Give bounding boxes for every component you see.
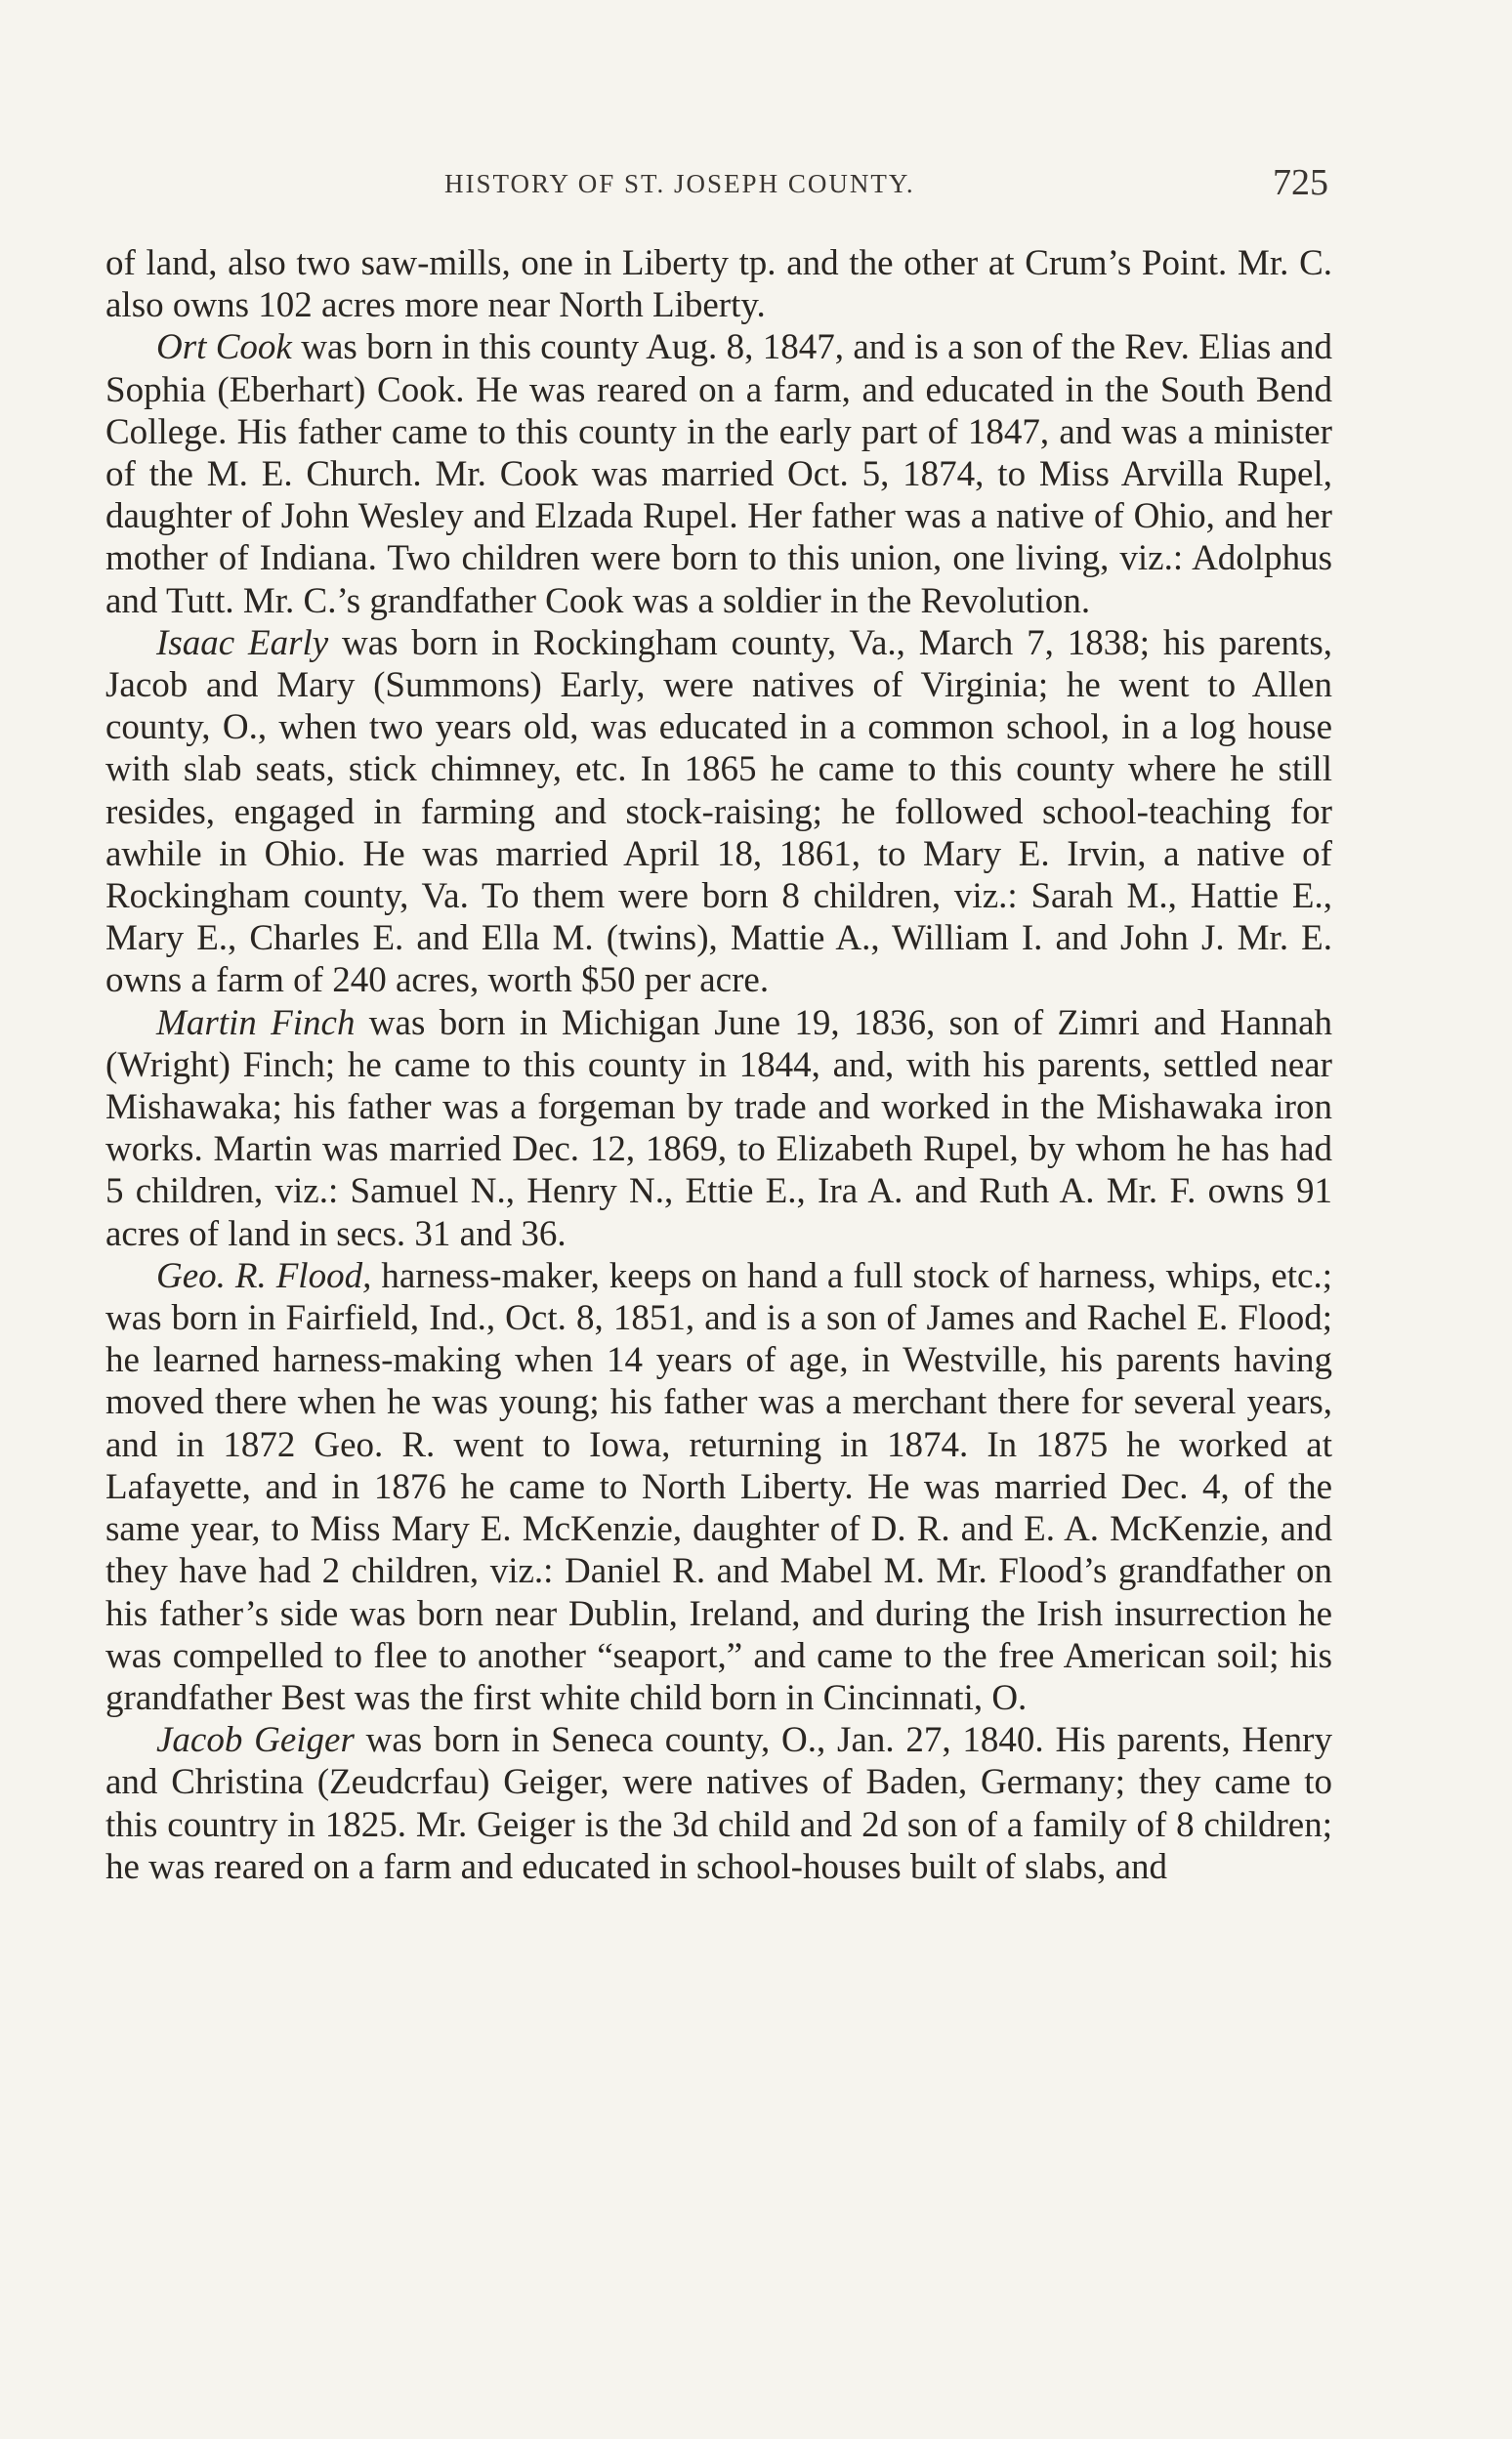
paragraph-text: harness-maker, keeps on hand a full stock of harness, whips, etc.; was born in Fairfield, Ind., Oct. 8, 1851, and is a son of James and Rachel E. Flood; he learned harness-making when 14 years of age, in Westville, his parents having moved there when he was young; his father was a merchant there for several years, and in 1872 Geo. R. went to Iowa, returning in 1874. In 1875 he worked at Lafayette, and in 1876 he came to North Liberty. He was married Dec. 4, of the same year, to Miss Mary E. McKenzie, daughter of D. R. and E. A. McKenzie, and they have had 2 children, viz.: Daniel R. and Mabel M. Mr. Flood’s grandfather on his father’s side was born near Dublin, Ireland, and during the Irish insurrection he was compelled to flee to another “seaport,” and came to the free American soil; his grandfather Best was the first white child born in Cincinnati, O. — [105, 1255, 1333, 1718]
person-name: Jacob Geiger — [156, 1720, 355, 1761]
person-name: Isaac Early — [156, 622, 329, 663]
page-number: 725 — [1273, 162, 1328, 203]
person-name: Martin Finch — [156, 1002, 356, 1043]
biography-martin-finch — [105, 1002, 1332, 1255]
biography-ort-cook — [105, 326, 1332, 621]
paragraph-continuation — [105, 242, 1332, 326]
biography-geo-r-flood — [105, 1255, 1332, 1719]
paragraph-text: was born in this county Aug. 8, 1847, and is a son of the Rev. Elias and Sophia (Eberhart) Cook. He was reared on a farm, and educated in the South Bend College. His father came to this county in the early part of 1847, and was a minister of the M. E. Church. Mr. Cook was married Oct. 5, 1874, to Miss Arvilla Rupel, daughter of John Wesley and Elzada Rupel. Her father was a native of Ohio, and her mother of Indiana. Two children were born to this union, one living, viz.: Adolphus and Tutt. Mr. C.’s grandfather Cook was a soldier in the Revolution. — [105, 327, 1332, 621]
body-text — [105, 242, 1332, 1888]
person-name: Geo. R. Flood, — [156, 1255, 372, 1296]
running-head: HISTORY OF ST. JOSEPH COUNTY. — [444, 169, 915, 198]
biography-jacob-geiger — [105, 1719, 1332, 1888]
paragraph-text: was born in Seneca county, O., Jan. 27, 1840. His parents, Henry and Christina (Zeudcrfau) Geiger, were natives of Baden, Germany; they came to this country in 1825. Mr. Geiger is the 3d child and 2d son of a family of 8 children; he was reared on a farm and educated in school-houses built of slabs, and — [105, 1720, 1332, 1887]
paragraph-text: of land, also two saw-mills, one in Liberty tp. and the other at Crum’s Point. Mr. C. also owns 102 acres more near North Liberty. — [105, 243, 1332, 326]
page-header — [107, 161, 1328, 204]
person-name: Ort Cook — [156, 327, 292, 368]
paragraph-text: was born in Rockingham county, Va., March 7, 1838; his parents, Jacob and Mary (Summons) Early, were natives of Virginia; he went to Allen county, O., when two years old, was educated in a common school, in a log house with slab seats, stick chimney, etc. In 1865 he came to this county where he still resides, engaged in farming and stock-raising; he followed school-teaching for awhile in Ohio. He was married April 18, 1861, to Mary E. Irvin, a native of Rockingham county, Va. To them were born 8 children, viz.: Sarah M., Hattie E., Mary E., Charles E. and Ella M. (twins), Mattie A., William I. and John J. Mr. E. owns a farm of 240 acres, worth $50 per acre. — [105, 622, 1332, 1001]
paragraph-text: was born in Michigan June 19, 1836, son of Zimri and Hannah (Wright) Finch; he came to this county in 1844, and, with his parents, settled near Mishawaka; his father was a forgeman by trade and worked in the Mishawaka iron works. Martin was married Dec. 12, 1869, to Elizabeth Rupel, by whom he has had 5 children, viz.: Samuel N., Henry N., Ettie E., Ira A. and Ruth A. Mr. F. owns 91 acres of land in secs. 31 and 36. — [105, 1002, 1332, 1254]
biography-isaac-early — [105, 622, 1332, 1002]
